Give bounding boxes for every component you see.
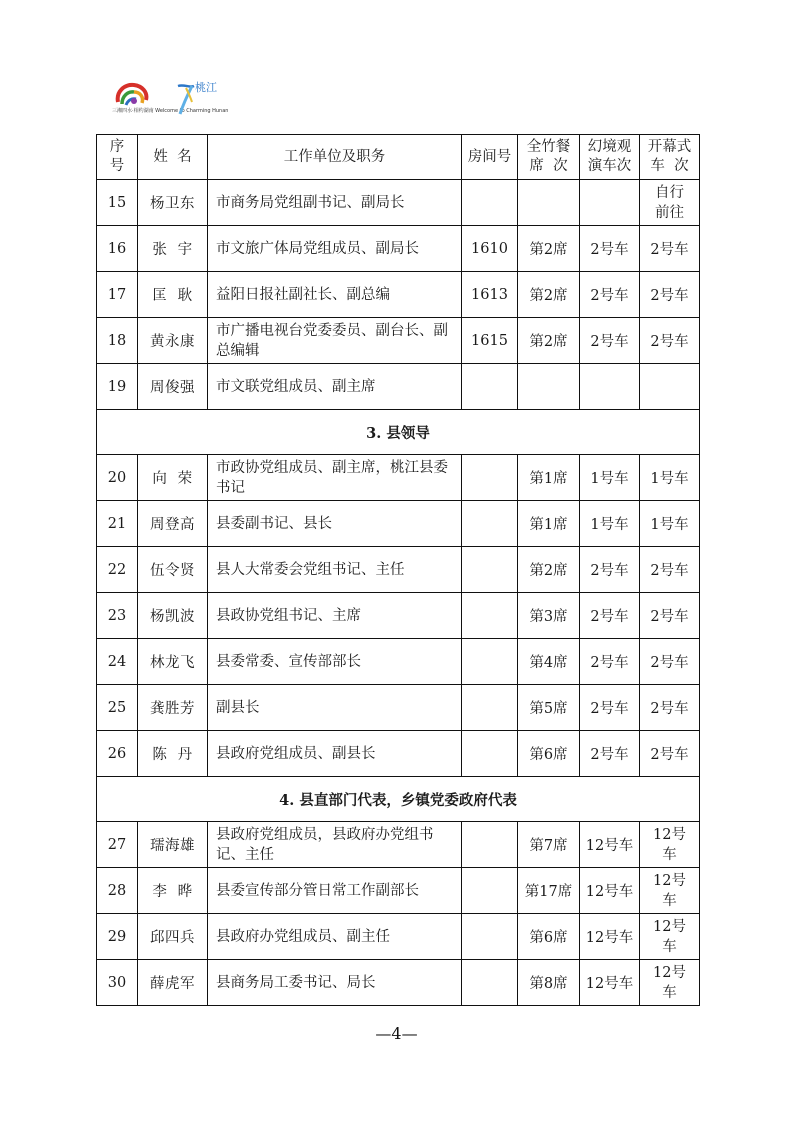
row-show-bus: 12号车 bbox=[580, 868, 640, 914]
section-row bbox=[97, 410, 700, 455]
row-position: 县商务局工委书记、局长 bbox=[208, 960, 462, 1006]
row-name: 向 荣 bbox=[138, 455, 208, 501]
row-seat: 第5席 bbox=[518, 685, 580, 731]
table-row bbox=[97, 364, 700, 410]
row-show-bus: 12号车 bbox=[580, 822, 640, 868]
row-number: 28 bbox=[97, 868, 138, 914]
row-number: 29 bbox=[97, 914, 138, 960]
row-opening-car: 2号车 bbox=[640, 547, 700, 593]
row-opening-car: 1号车 bbox=[640, 455, 700, 501]
row-show-bus: 2号车 bbox=[580, 639, 640, 685]
row-room bbox=[462, 455, 518, 501]
table-row bbox=[97, 547, 700, 593]
row-number: 26 bbox=[97, 731, 138, 777]
row-name: 薛虎军 bbox=[138, 960, 208, 1006]
taojiang-logo-text: 桃江 bbox=[195, 81, 217, 94]
hunan-logo-icon bbox=[112, 80, 156, 108]
row-position: 县政府办党组成员、副主任 bbox=[208, 914, 462, 960]
row-seat: 第8席 bbox=[518, 960, 580, 1006]
row-seat: 第7席 bbox=[518, 822, 580, 868]
row-show-bus: 1号车 bbox=[580, 501, 640, 547]
row-name: 张 宇 bbox=[138, 226, 208, 272]
table-row bbox=[97, 960, 700, 1006]
row-name: 匡 耿 bbox=[138, 272, 208, 318]
row-show-bus: 2号车 bbox=[580, 226, 640, 272]
row-opening-car: 1号车 bbox=[640, 501, 700, 547]
table-row bbox=[97, 318, 700, 364]
row-name: 林龙飞 bbox=[138, 639, 208, 685]
row-room bbox=[462, 639, 518, 685]
row-show-bus: 2号车 bbox=[580, 593, 640, 639]
table-row bbox=[97, 455, 700, 501]
row-name: 邱四兵 bbox=[138, 914, 208, 960]
row-room: 1610 bbox=[462, 226, 518, 272]
row-opening-car: 自行前往 bbox=[640, 180, 700, 226]
header-logos bbox=[112, 80, 229, 126]
table-section-4 bbox=[97, 777, 700, 822]
row-opening-car: 2号车 bbox=[640, 593, 700, 639]
row-seat: 第1席 bbox=[518, 455, 580, 501]
row-opening-car: 12号车 bbox=[640, 868, 700, 914]
row-number: 20 bbox=[97, 455, 138, 501]
row-number: 18 bbox=[97, 318, 138, 364]
row-show-bus: 2号车 bbox=[580, 547, 640, 593]
row-position: 市政协党组成员、副主席，桃江县委书记 bbox=[208, 455, 462, 501]
row-opening-car: 12号车 bbox=[640, 960, 700, 1006]
table-row bbox=[97, 272, 700, 318]
row-opening-car: 2号车 bbox=[640, 226, 700, 272]
row-opening-car: 12号车 bbox=[640, 822, 700, 868]
row-number: 21 bbox=[97, 501, 138, 547]
row-name: 杨卫东 bbox=[138, 180, 208, 226]
section-title-county-leaders: 3. 县领导 bbox=[97, 410, 700, 455]
table-row bbox=[97, 868, 700, 914]
row-number: 22 bbox=[97, 547, 138, 593]
row-room bbox=[462, 364, 518, 410]
row-room: 1613 bbox=[462, 272, 518, 318]
row-position: 县政协党组书记、主席 bbox=[208, 593, 462, 639]
row-room bbox=[462, 868, 518, 914]
row-opening-car: 2号车 bbox=[640, 685, 700, 731]
row-room bbox=[462, 180, 518, 226]
row-seat bbox=[518, 180, 580, 226]
row-number: 23 bbox=[97, 593, 138, 639]
row-show-bus: 12号车 bbox=[580, 914, 640, 960]
row-number: 19 bbox=[97, 364, 138, 410]
row-opening-car: 2号车 bbox=[640, 639, 700, 685]
row-name: 黄永康 bbox=[138, 318, 208, 364]
row-show-bus: 2号车 bbox=[580, 318, 640, 364]
row-room bbox=[462, 822, 518, 868]
row-show-bus: 12号车 bbox=[580, 960, 640, 1006]
table-row bbox=[97, 914, 700, 960]
row-show-bus: 2号车 bbox=[580, 272, 640, 318]
row-name: 龚胜芳 bbox=[138, 685, 208, 731]
row-seat: 第2席 bbox=[518, 272, 580, 318]
col-header-room: 房间号 bbox=[462, 135, 518, 180]
row-name: 伍令贤 bbox=[138, 547, 208, 593]
table-row bbox=[97, 639, 700, 685]
row-name: 瓀海雄 bbox=[138, 822, 208, 868]
row-position: 县政府党组成员、副县长 bbox=[208, 731, 462, 777]
col-header-name: 姓 名 bbox=[138, 135, 208, 180]
row-position: 县政府党组成员，县政府办党组书记、主任 bbox=[208, 822, 462, 868]
row-number: 30 bbox=[97, 960, 138, 1006]
row-number: 15 bbox=[97, 180, 138, 226]
row-seat: 第1席 bbox=[518, 501, 580, 547]
row-room bbox=[462, 914, 518, 960]
section-title-departments: 4. 县直部门代表，乡镇党委政府代表 bbox=[97, 777, 700, 822]
row-position: 市广播电视台党委委员、副台长、副总编辑 bbox=[208, 318, 462, 364]
row-number: 17 bbox=[97, 272, 138, 318]
page-number: —4— bbox=[375, 1024, 418, 1043]
row-position: 益阳日报社副社长、副总编 bbox=[208, 272, 462, 318]
row-opening-car: 2号车 bbox=[640, 272, 700, 318]
row-seat: 第6席 bbox=[518, 914, 580, 960]
row-position: 市文联党组成员、副主席 bbox=[208, 364, 462, 410]
row-position: 县委宣传部分管日常工作副部长 bbox=[208, 868, 462, 914]
row-show-bus: 2号车 bbox=[580, 731, 640, 777]
row-show-bus: 2号车 bbox=[580, 685, 640, 731]
row-room bbox=[462, 547, 518, 593]
row-name: 周登高 bbox=[138, 501, 208, 547]
row-room bbox=[462, 593, 518, 639]
col-header-seat: 全竹餐 席 次 bbox=[518, 135, 580, 180]
row-show-bus bbox=[580, 364, 640, 410]
row-seat: 第4席 bbox=[518, 639, 580, 685]
hunan-logo-caption: 三湘四水·相约湖南 Welcome to Charming Hunan bbox=[112, 108, 229, 114]
taojiang-logo bbox=[176, 80, 220, 120]
table-body-section-4 bbox=[97, 822, 700, 1006]
row-name: 杨凯波 bbox=[138, 593, 208, 639]
table-body-section-2 bbox=[97, 180, 700, 410]
table-row bbox=[97, 685, 700, 731]
section-row bbox=[97, 777, 700, 822]
row-number: 25 bbox=[97, 685, 138, 731]
row-position: 县人大常委会党组书记、主任 bbox=[208, 547, 462, 593]
row-opening-car: 2号车 bbox=[640, 731, 700, 777]
row-position: 县委常委、宣传部部长 bbox=[208, 639, 462, 685]
table-header-row bbox=[97, 135, 700, 180]
table-row bbox=[97, 501, 700, 547]
row-seat: 第2席 bbox=[518, 226, 580, 272]
row-position: 县委副书记、县长 bbox=[208, 501, 462, 547]
row-seat: 第17席 bbox=[518, 868, 580, 914]
row-opening-car: 2号车 bbox=[640, 318, 700, 364]
row-name: 陈 丹 bbox=[138, 731, 208, 777]
table-section-3 bbox=[97, 410, 700, 455]
row-seat bbox=[518, 364, 580, 410]
table-row bbox=[97, 822, 700, 868]
row-number: 24 bbox=[97, 639, 138, 685]
row-room bbox=[462, 731, 518, 777]
row-name: 李 晔 bbox=[138, 868, 208, 914]
roster-table bbox=[96, 134, 700, 1006]
row-name: 周俊强 bbox=[138, 364, 208, 410]
col-header-unit: 工作单位及职务 bbox=[208, 135, 462, 180]
row-number: 27 bbox=[97, 822, 138, 868]
row-opening-car: 12号车 bbox=[640, 914, 700, 960]
row-room: 1615 bbox=[462, 318, 518, 364]
col-header-bus: 幻境观 演车次 bbox=[580, 135, 640, 180]
col-header-car: 开幕式 车 次 bbox=[640, 135, 700, 180]
row-seat: 第2席 bbox=[518, 318, 580, 364]
row-seat: 第2席 bbox=[518, 547, 580, 593]
table-row bbox=[97, 593, 700, 639]
row-room bbox=[462, 501, 518, 547]
row-position: 市文旅广体局党组成员、副局长 bbox=[208, 226, 462, 272]
row-seat: 第6席 bbox=[518, 731, 580, 777]
row-position: 市商务局党组副书记、副局长 bbox=[208, 180, 462, 226]
row-position: 副县长 bbox=[208, 685, 462, 731]
row-room bbox=[462, 960, 518, 1006]
row-show-bus bbox=[580, 180, 640, 226]
table-row bbox=[97, 180, 700, 226]
row-opening-car bbox=[640, 364, 700, 410]
col-header-no: 序 号 bbox=[97, 135, 138, 180]
row-number: 16 bbox=[97, 226, 138, 272]
table-row bbox=[97, 731, 700, 777]
row-show-bus: 1号车 bbox=[580, 455, 640, 501]
table-row bbox=[97, 226, 700, 272]
table-body-section-3 bbox=[97, 455, 700, 777]
row-room bbox=[462, 685, 518, 731]
row-seat: 第3席 bbox=[518, 593, 580, 639]
